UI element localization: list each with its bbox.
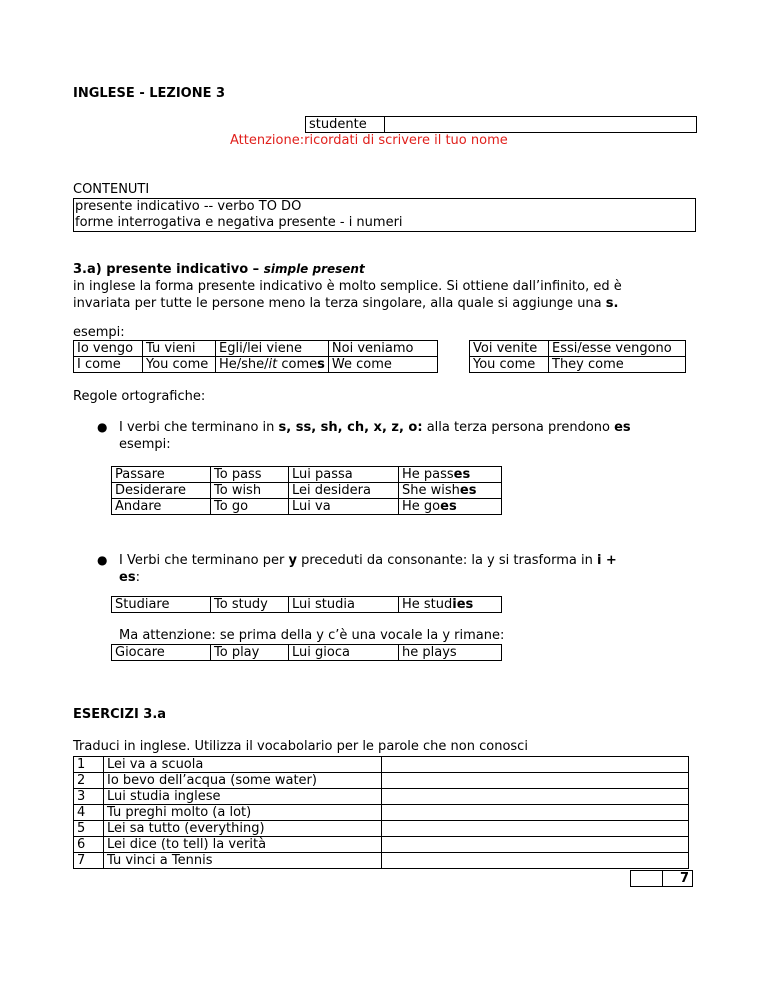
exercise-number: 2 xyxy=(74,773,104,789)
exercises-instruction: Traduci in inglese. Utilizza il vocabolario per le parole che non conosci xyxy=(73,739,528,754)
section-heading xyxy=(73,262,365,277)
student-table xyxy=(305,116,697,133)
exercise-number: 7 xyxy=(74,853,104,869)
example-cell: You come xyxy=(143,357,216,373)
example-cell: We come xyxy=(328,357,437,373)
table-cell: Lui passa xyxy=(289,467,399,483)
table-cell: To go xyxy=(211,499,289,515)
example-cell: Essi/esse vengono xyxy=(549,341,686,357)
exercise-sentence: Tu vinci a Tennis xyxy=(104,853,382,869)
example-cell: Tu vieni xyxy=(143,341,216,357)
rule-2-text: I Verbi che terminano per y preceduti da consonante: la y si trasforma in i + xyxy=(119,553,617,568)
examples-table-left xyxy=(73,340,438,373)
exercise-row xyxy=(74,773,689,789)
exercise-row xyxy=(74,837,689,853)
exercise-answer-field[interactable] xyxy=(382,805,689,821)
table-cell: To wish xyxy=(211,483,289,499)
section-paragraph-2-text: invariata per tutte le persone meno la terza singolare, alla quale si aggiunge una xyxy=(73,296,606,311)
score-field[interactable] xyxy=(631,871,663,887)
exercise-sentence: Lei dice (to tell) la verità xyxy=(104,837,382,853)
exercise-sentence: Lei sa tutto (everything) xyxy=(104,821,382,837)
example-cell: He/she/it comes xyxy=(216,357,329,373)
section-title: 3.a) presente indicativo xyxy=(73,262,249,277)
example-cell: I come xyxy=(74,357,143,373)
table-cell: He studies xyxy=(399,597,502,613)
page-title: INGLESE - LEZIONE 3 xyxy=(73,86,226,101)
example-cell: Voi venite xyxy=(470,341,549,357)
exercise-answer-field[interactable] xyxy=(382,773,689,789)
exercise-sentence: Lei va a scuola xyxy=(104,757,382,773)
contents-heading: CONTENUTI xyxy=(73,182,150,197)
rule-2-table xyxy=(111,596,502,613)
rule-2-note: Ma attenzione: se prima della y c’è una vocale la y rimane: xyxy=(119,628,505,643)
exercises-table xyxy=(73,756,689,869)
example-cell: Noi veniamo xyxy=(328,341,437,357)
exercise-answer-field[interactable] xyxy=(382,853,689,869)
bullet-icon: ● xyxy=(97,553,108,567)
rule-1-table xyxy=(111,466,502,515)
table-cell: Giocare xyxy=(112,645,211,661)
bullet-icon: ● xyxy=(97,420,108,434)
exercise-number: 4 xyxy=(74,805,104,821)
section-paragraph-2-s: s. xyxy=(605,296,619,311)
examples-table-right xyxy=(469,340,686,373)
rule-2-text-2: es: xyxy=(119,570,140,585)
contents-box xyxy=(73,198,696,232)
warning-label: Attenzione: xyxy=(230,133,305,148)
exercise-sentence: Io bevo dell’acqua (some water) xyxy=(104,773,382,789)
exercise-answer-field[interactable] xyxy=(382,757,689,773)
table-cell: Lei desidera xyxy=(289,483,399,499)
exercise-answer-field[interactable] xyxy=(382,837,689,853)
exercise-row xyxy=(74,789,689,805)
examples-label: esempi: xyxy=(73,325,125,340)
section-dash: – xyxy=(248,262,264,277)
table-cell: Passare xyxy=(112,467,211,483)
example-cell: They come xyxy=(549,357,686,373)
exercise-sentence: Lui studia inglese xyxy=(104,789,382,805)
exercise-answer-field[interactable] xyxy=(382,789,689,805)
table-cell: Desiderare xyxy=(112,483,211,499)
warning-text xyxy=(230,133,508,148)
exercise-number: 6 xyxy=(74,837,104,853)
section-paragraph-1: in inglese la forma presente indicativo è molto semplice. Si ottiene dall’infinito, ed è xyxy=(73,279,622,294)
table-cell: To study xyxy=(211,597,289,613)
exercise-row xyxy=(74,853,689,869)
rules-heading: Regole ortografiche: xyxy=(73,389,206,404)
rule-3-table xyxy=(111,644,502,661)
table-cell: He goes xyxy=(399,499,502,515)
example-cell: Io vengo xyxy=(74,341,143,357)
table-cell: Andare xyxy=(112,499,211,515)
exercise-row xyxy=(74,821,689,837)
score-table xyxy=(630,870,693,887)
contents-line-2: forme interrogativa e negativa presente - i numeri xyxy=(75,215,403,230)
table-cell: Studiare xyxy=(112,597,211,613)
table-cell: To play xyxy=(211,645,289,661)
student-label: studente xyxy=(306,117,385,133)
table-cell: Lui studia xyxy=(289,597,399,613)
exercises-heading: ESERCIZI 3.a xyxy=(73,707,167,722)
section-paragraph-2 xyxy=(73,295,618,312)
exercise-number: 3 xyxy=(74,789,104,805)
section-subtitle: simple present xyxy=(263,262,365,276)
exercise-sentence: Tu preghi molto (a lot) xyxy=(104,805,382,821)
warning-message: ricordati di scrivere il tuo nome xyxy=(304,133,508,148)
example-cell: Egli/lei viene xyxy=(216,341,329,357)
exercise-number: 1 xyxy=(74,757,104,773)
table-cell: To pass xyxy=(211,467,289,483)
table-cell: Lui va xyxy=(289,499,399,515)
table-cell: She wishes xyxy=(399,483,502,499)
example-cell: You come xyxy=(470,357,549,373)
exercise-number: 5 xyxy=(74,821,104,837)
contents-line-1: presente indicativo -- verbo TO DO xyxy=(75,199,302,214)
score-total: 7 xyxy=(663,871,693,887)
exercise-row xyxy=(74,805,689,821)
table-cell: Lui gioca xyxy=(289,645,399,661)
table-cell: He passes xyxy=(399,467,502,483)
rule-1-examples-label: esempi: xyxy=(119,437,171,452)
student-name-field[interactable] xyxy=(385,117,697,133)
table-cell: he plays xyxy=(399,645,502,661)
rule-1-text: I verbi che terminano in s, ss, sh, ch, x, z, o: alla terza persona prendono es xyxy=(119,420,631,435)
exercise-answer-field[interactable] xyxy=(382,821,689,837)
exercise-row xyxy=(74,757,689,773)
